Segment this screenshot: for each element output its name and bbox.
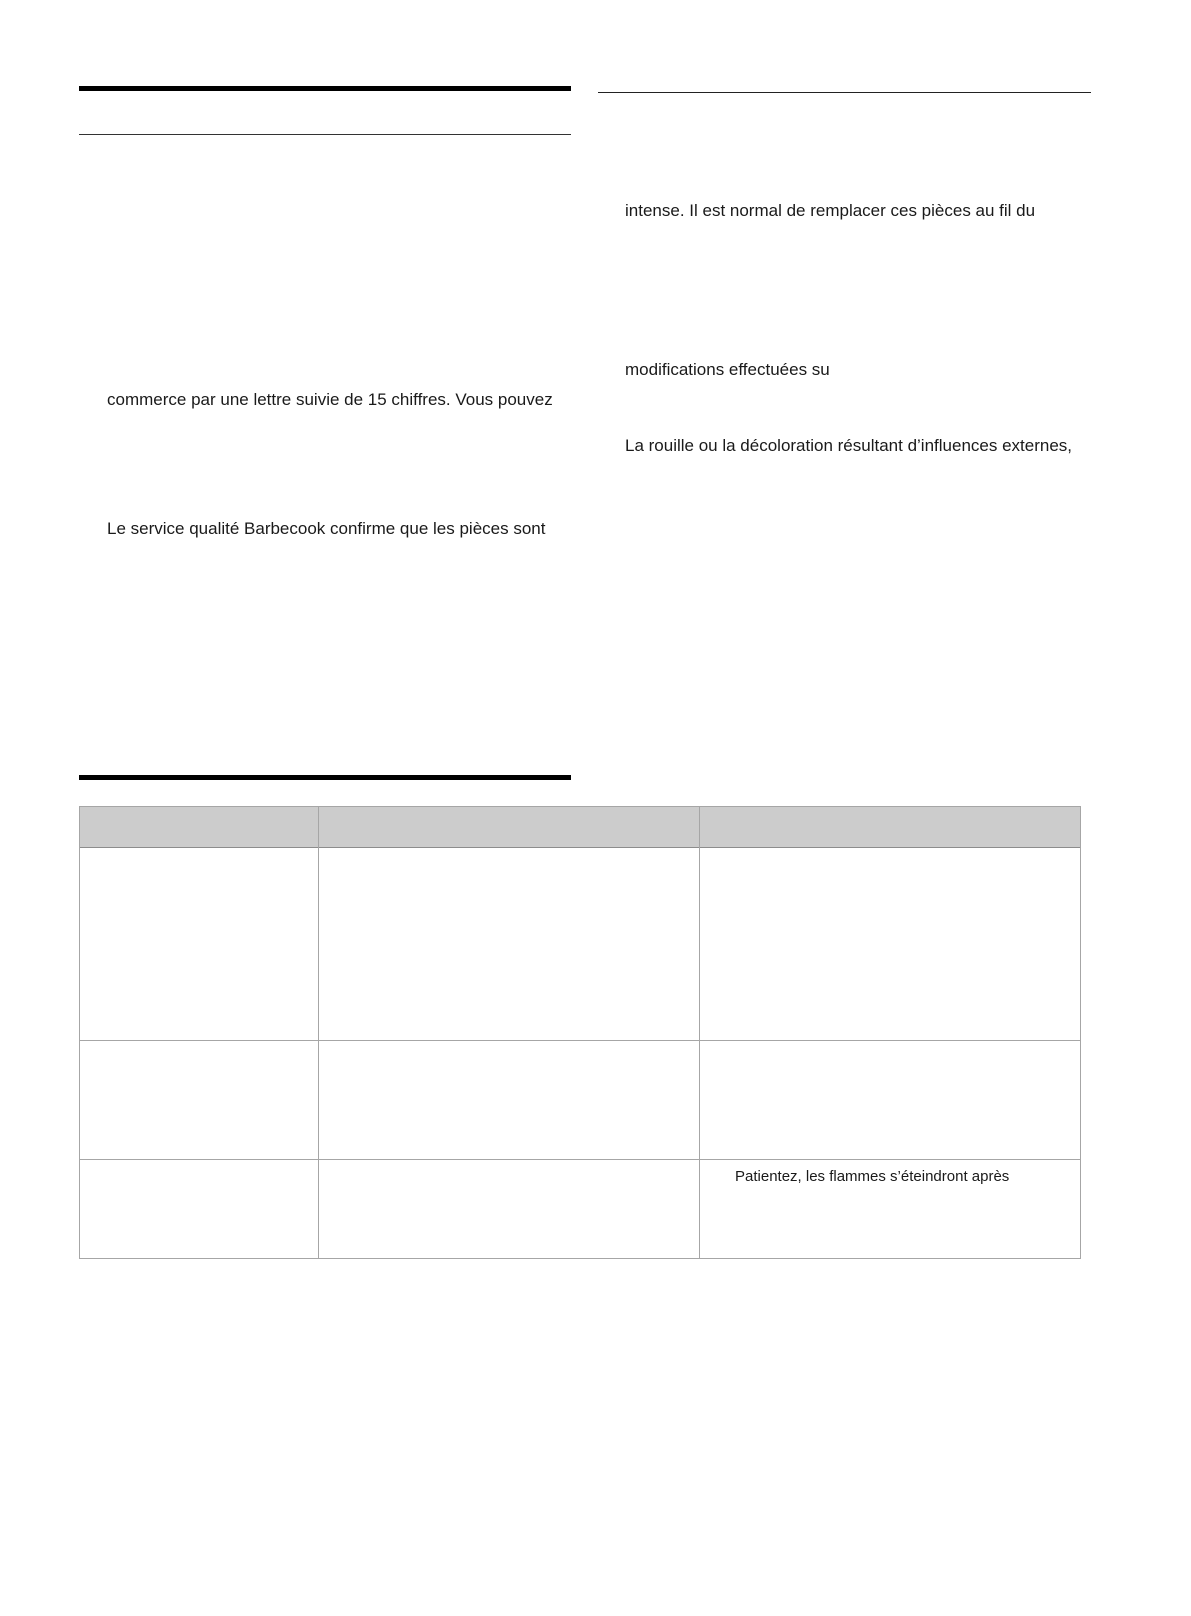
section-rule-top-left (79, 86, 571, 91)
troubleshooting-table (79, 806, 1081, 1259)
table-row-divider (80, 1040, 1080, 1041)
table-row-divider (80, 1159, 1080, 1160)
section-rule-top-right (598, 92, 1091, 93)
table-header-row (80, 807, 1080, 848)
table-column-divider (318, 807, 319, 1258)
heading-underline-left (79, 134, 571, 135)
left-text-line: Le service qualité Barbecook confirme que les pièces sont (107, 519, 546, 538)
right-text-line: La rouille ou la décoloration résultant d’influences externes, (625, 436, 1072, 455)
table-column-divider (699, 807, 700, 1258)
table-cell: Patientez, les flammes s’éteindront après (735, 1168, 1010, 1185)
right-text-line: intense. Il est normal de remplacer ces pièces au fil du (625, 201, 1036, 220)
section-rule-troubleshooting (79, 775, 571, 780)
right-text-line: modifications effectuées su (625, 360, 830, 379)
left-text-line: commerce par une lettre suivie de 15 chiffres. Vous pouvez (107, 390, 553, 409)
